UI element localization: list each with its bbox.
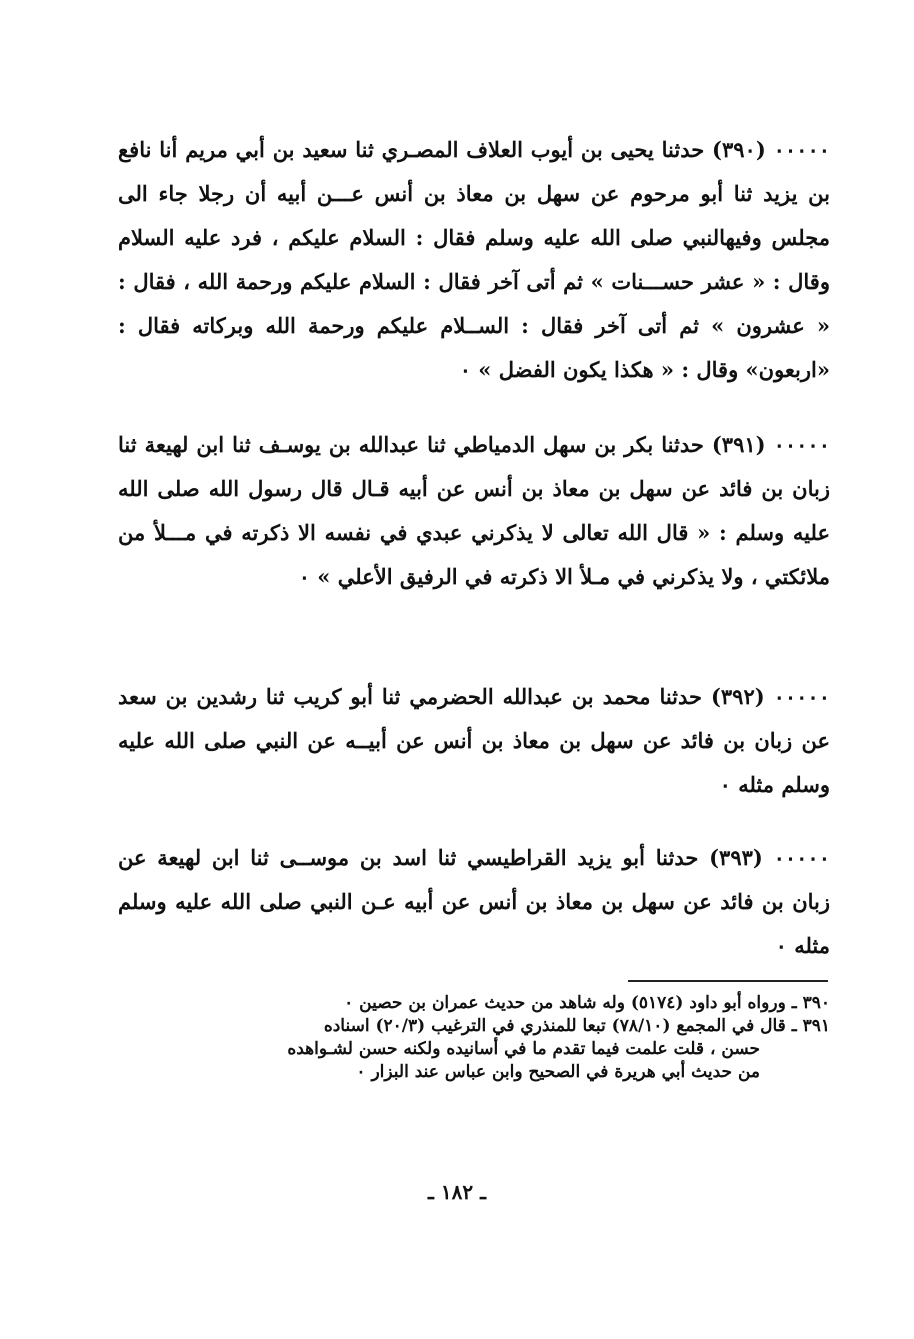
footnote-391-continuation: حسن ، قلت علمت فيما تقدم ما في أسانيده ولكنه حسن لشـواهده — [287, 1039, 760, 1059]
hadith-392-paragraph: ٠٠٠٠٠ (٣٩٢) حدثنا محمد بن عبدالله الحضرمي ثنا أبو كريب ثنا رشدين بن سعد عن زبان بن فائد عن سهل بن معاذ بن أنس عن أبيــه عن النبي صلى الله عليه وسلم مثله ٠ — [118, 684, 830, 797]
footnotes — [118, 992, 830, 1084]
hadith-393-paragraph: ٠٠٠٠٠ (٣٩٣) حدثنا أبو يزيد القراطيسي ثنا اسد بن موســى ثنا ابن لهيعة عن زبان بن فائد عن سهل بن معاذ بن أنس عن أبيه عـن النبي صلى الله عليه وسلم مثله ٠ — [118, 845, 830, 958]
footnote-390: ٣٩٠ ـ ورواه أبو داود (٥١٧٤) وله شاهد من حديث عمران بن حصين ٠ — [344, 993, 830, 1013]
footnote-separator — [628, 980, 828, 982]
footnote-391-continuation: من حديث أبي هريرة في الصحيح وابن عباس عند البزار ٠ — [356, 1062, 760, 1082]
page-number: ـ ١٨٢ ـ — [428, 1180, 486, 1204]
footnote-391: ٣٩١ ـ قال في المجمع (٧٨/١٠) تبعا للمنذري في الترغيب (٢٠/٣) اسناده — [323, 1016, 830, 1036]
hadith-390-paragraph: ٠٠٠٠٠ (٣٩٠) حدثنا يحيى بن أيوب العلاف المصـري ثنا سعيد بن أبي مريم أنا نافع بن يزيد ثنا أبو مرحوم عن سهل بن معاذ بن أنس عـــن أبيه أن رجلا جاء الى مجلس وفيهالنبي صلى الله عليه وسلم فقال : السلام عليكم ، فرد عليه السلام وقال : « عشر حســـنات » ثم أتى آخر فقال : السلام عليكم ورحمة الله ، فقال : « عشرون » ثم أتى آخر فقال : الســلام عليكم ورحمة الله وبركاته فقال : «اربعون» وقال : « هكذا يكون الفضل » ٠ — [118, 137, 831, 382]
hadith-391-paragraph: ٠٠٠٠٠ (٣٩١) حدثنا بكر بن سهل الدمياطي ثنا عبدالله بن يوسـف ثنا ابن لهيعة ثنا زبان بن فائد عن سهل بن معاذ بن أنس عن أبيه قـال قال رسول الله صلى الله عليه وسلم : « قال الله تعالى لا يذكرني عبدي في نفسه الا ذكرته في مـــلأ من ملائكتي ، ولا يذكرني في مـلأ الا ذكرته في الرفيق الأعلي » ٠ — [118, 432, 830, 589]
